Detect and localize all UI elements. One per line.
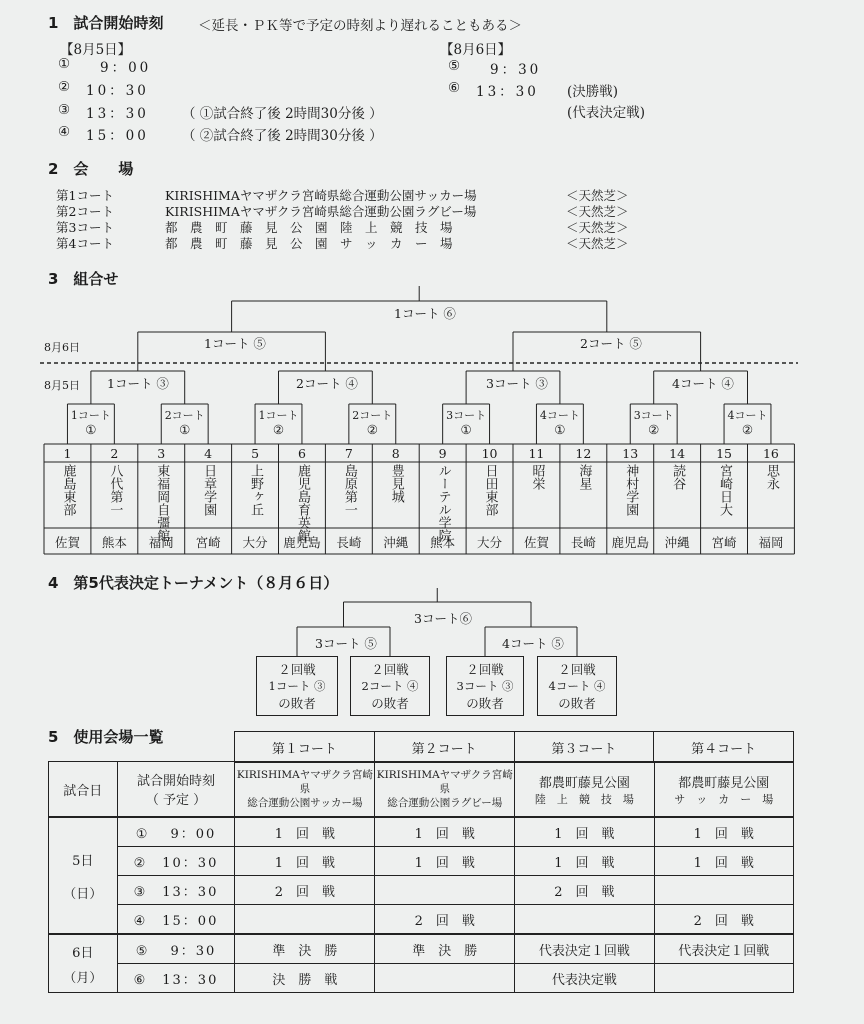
venue-name: KIRISHIMAヤマザクラ宮崎県総合運動公園サッカー場 bbox=[165, 188, 477, 203]
col-date-header: 試合日 bbox=[49, 762, 118, 818]
team-prefecture: 長崎 bbox=[570, 535, 596, 550]
venue-name: 都 農 町 藤 見 公 園 陸 上 競 技 場 bbox=[165, 220, 453, 235]
section1-note: ＜延長・ＰＫ等で予定の時刻より遅れることもある＞ bbox=[198, 18, 522, 34]
loser-box-line: ２回戦 bbox=[371, 662, 409, 677]
venue-line: KIRISHIMAヤマザクラ宮崎県 bbox=[236, 769, 373, 795]
team-number: 9 bbox=[438, 446, 447, 461]
section3-title: 3 組合せ bbox=[48, 270, 119, 288]
team-number: 10 bbox=[481, 446, 498, 461]
table-row bbox=[49, 905, 794, 935]
team-name bbox=[138, 464, 185, 542]
final-label: 1コート ⑥ bbox=[394, 306, 456, 321]
team-prefecture: 宮崎 bbox=[711, 535, 737, 550]
loser-box bbox=[256, 656, 338, 716]
team-name bbox=[748, 464, 795, 528]
time-num: ④ bbox=[58, 124, 71, 140]
r1-match-num: ① bbox=[179, 422, 191, 437]
venue-line: KIRISHIMAヤマザクラ宮崎県 bbox=[376, 769, 513, 795]
match-cell: 2 回 戦 bbox=[654, 905, 793, 935]
team-name-text: ルーテル学院 bbox=[435, 464, 451, 542]
loser-box-line: の敗者 bbox=[371, 696, 409, 711]
match-cell: 準 決 勝 bbox=[375, 934, 515, 964]
col-time-sub: （ 予定 ） bbox=[145, 793, 207, 808]
team-name bbox=[560, 464, 607, 528]
venue-surface: ＜天然芝＞ bbox=[566, 188, 629, 203]
match-cell: 2 回 戦 bbox=[515, 876, 654, 905]
match-cell bbox=[654, 876, 793, 905]
table-row bbox=[49, 934, 794, 964]
court-header: 第２コート bbox=[374, 732, 514, 763]
team-prefecture: 福岡 bbox=[148, 535, 174, 550]
court-header: 第４コート bbox=[654, 732, 794, 763]
semi-label: 1コート ⑤ bbox=[204, 336, 266, 351]
match-cell: 1 回 戦 bbox=[654, 817, 793, 847]
team-name-text: 豊見城 bbox=[388, 464, 404, 503]
match-cell bbox=[375, 964, 515, 993]
r1-match-num: ② bbox=[272, 422, 285, 437]
team-number: 13 bbox=[622, 446, 639, 461]
r1-match-num: ② bbox=[741, 422, 754, 437]
section4-title: 4 第5代表決定トーナメント（８月６日） bbox=[48, 574, 339, 592]
day-cell bbox=[49, 934, 118, 993]
r1-court-label: 2コート bbox=[164, 409, 205, 422]
team-name bbox=[325, 464, 372, 528]
qf-label: 4コート ④ bbox=[672, 376, 734, 391]
slot-cell: ① 9：00 bbox=[117, 817, 235, 847]
team-name bbox=[513, 464, 560, 528]
match-cell: 2 回 戦 bbox=[235, 876, 375, 905]
qf-label: 3コート ③ bbox=[486, 376, 548, 391]
time-value: 15：00 bbox=[86, 128, 149, 144]
team-name bbox=[701, 464, 748, 528]
s4-semi-label: 3コート ⑤ bbox=[315, 636, 377, 651]
r1-court-label: 4コート bbox=[727, 409, 768, 422]
schedule-table bbox=[48, 761, 794, 993]
court-header: 第１コート bbox=[235, 732, 375, 763]
team-name bbox=[654, 464, 701, 528]
team-prefecture: 宮崎 bbox=[195, 535, 221, 550]
team-name-text: 思永 bbox=[763, 464, 779, 490]
match-cell bbox=[515, 905, 654, 935]
table-row bbox=[49, 964, 794, 993]
loser-box-line: 4コート ④ bbox=[548, 679, 606, 693]
match-cell: 1 回 戦 bbox=[515, 817, 654, 847]
match-cell: 1 回 戦 bbox=[654, 847, 793, 876]
team-name bbox=[232, 464, 279, 528]
team-number: 11 bbox=[528, 446, 545, 461]
loser-box-line: 3コート ③ bbox=[456, 679, 514, 693]
s4-semi-label: 4コート ⑤ bbox=[502, 636, 564, 651]
venue-line: 陸 上 競 技 場 bbox=[534, 792, 634, 806]
time-num: ⑥ bbox=[448, 80, 461, 96]
team-name bbox=[419, 464, 466, 542]
loser-box-line: ２回戦 bbox=[278, 662, 316, 677]
team-prefecture: 鹿児島 bbox=[283, 535, 321, 550]
r1-court-label: 3コート bbox=[633, 409, 674, 422]
time-num: ① bbox=[58, 56, 71, 72]
venue-surface: ＜天然芝＞ bbox=[566, 236, 629, 251]
match-cell: 1 回 戦 bbox=[375, 847, 515, 876]
team-prefecture: 熊本 bbox=[101, 535, 127, 550]
match-cell: 代表決定１回戦 bbox=[654, 934, 793, 964]
team-name bbox=[91, 464, 138, 528]
day-date: 5日 bbox=[72, 853, 94, 869]
venue-surface: ＜天然芝＞ bbox=[566, 220, 629, 235]
r1-court-label: 2コート bbox=[352, 409, 393, 422]
team-number: 8 bbox=[391, 446, 400, 461]
semi-label: 2コート ⑤ bbox=[580, 336, 642, 351]
loser-box-line: 1コート ③ bbox=[268, 679, 326, 693]
s4-final-label: 3コート⑥ bbox=[414, 611, 472, 626]
team-name-text: 島原第一 bbox=[341, 464, 357, 516]
loser-box-line: の敗者 bbox=[558, 696, 596, 711]
time-value: 9：30 bbox=[490, 62, 542, 78]
time-num: ③ bbox=[58, 102, 71, 118]
team-number: 5 bbox=[251, 446, 260, 461]
section1-title: 1 試合開始時刻 bbox=[48, 14, 164, 32]
time-note: （ ②試合終了後 2時間30分後 ） bbox=[182, 128, 383, 144]
team-name bbox=[279, 464, 326, 542]
venue-court: 第3コート bbox=[56, 220, 114, 235]
loser-box bbox=[350, 656, 430, 716]
loser-box bbox=[446, 656, 524, 716]
qf-label: 2コート ④ bbox=[296, 376, 358, 391]
team-name-text: 読谷 bbox=[670, 464, 686, 490]
day-date: 6日 bbox=[72, 945, 94, 961]
team-name-text: 東福岡自彊館 bbox=[154, 464, 170, 542]
team-number: 16 bbox=[762, 446, 779, 461]
section2-title: 2 会 場 bbox=[48, 160, 134, 178]
loser-box-line: 2コート ④ bbox=[361, 679, 419, 693]
venue-cell bbox=[515, 762, 654, 818]
table-row bbox=[49, 847, 794, 876]
team-number: 12 bbox=[575, 446, 592, 461]
team-name-text: 八代第一 bbox=[107, 464, 123, 516]
r1-match-num: ② bbox=[366, 422, 378, 437]
table-row bbox=[49, 817, 794, 847]
r1-match-num: ① bbox=[460, 422, 472, 437]
match-cell bbox=[654, 964, 793, 993]
r1-match-num: ① bbox=[554, 422, 566, 437]
venue-cell bbox=[375, 762, 515, 818]
match-cell: 1 回 戦 bbox=[235, 847, 375, 876]
team-name bbox=[44, 464, 91, 528]
slot-cell: ⑥ 13：30 bbox=[117, 964, 235, 993]
team-prefecture: 熊本 bbox=[430, 535, 456, 550]
venue-line: 都農町藤見公園 bbox=[538, 775, 630, 791]
col-time-header bbox=[117, 762, 235, 818]
date-label-aug6: 8月6日 bbox=[44, 341, 80, 354]
court-header: 第３コート bbox=[514, 732, 654, 763]
team-prefecture: 佐賀 bbox=[523, 535, 549, 550]
match-cell: 代表決定１回戦 bbox=[515, 934, 654, 964]
section5-title: 5 使用会場一覧 bbox=[48, 728, 164, 746]
day-dow: （日） bbox=[63, 886, 103, 902]
loser-box-line: ２回戦 bbox=[466, 662, 504, 677]
match-cell: 決 勝 戦 bbox=[235, 964, 375, 993]
table-row bbox=[49, 876, 794, 905]
slot-cell: ③ 13：30 bbox=[117, 876, 235, 905]
team-name bbox=[185, 464, 232, 528]
loser-box bbox=[537, 656, 617, 716]
slot-cell: ④ 15：00 bbox=[117, 905, 235, 935]
venue-court: 第1コート bbox=[56, 188, 114, 203]
match-cell: 代表決定戦 bbox=[515, 964, 654, 993]
slot-cell: ⑤ 9：30 bbox=[117, 934, 235, 964]
venue-court: 第2コート bbox=[56, 204, 114, 219]
team-name-text: 宮崎日大 bbox=[717, 464, 733, 516]
time-note: (決勝戦) bbox=[567, 84, 619, 100]
match-cell bbox=[235, 905, 375, 935]
r1-match-num: ② bbox=[648, 422, 660, 437]
venue-line: 総合運動公園ラグビー場 bbox=[387, 797, 503, 809]
match-cell bbox=[375, 876, 515, 905]
team-prefecture: 佐賀 bbox=[54, 535, 80, 550]
venue-line: サ ッ カ ー 場 bbox=[674, 792, 774, 806]
loser-box-line: ２回戦 bbox=[558, 662, 596, 677]
match-cell: 1 回 戦 bbox=[375, 817, 515, 847]
time-value: 10：30 bbox=[86, 83, 149, 99]
team-number: 6 bbox=[297, 446, 306, 461]
r1-court-label: 1コート bbox=[70, 409, 111, 422]
team-prefecture: 沖縄 bbox=[383, 535, 409, 550]
day-dow: （月） bbox=[63, 970, 103, 986]
time-note: （ ①試合終了後 2時間30分後 ） bbox=[182, 106, 383, 122]
day-cell bbox=[49, 817, 118, 934]
team-name bbox=[607, 464, 654, 528]
match-cell: 1 回 戦 bbox=[515, 847, 654, 876]
team-prefecture: 大分 bbox=[477, 535, 503, 550]
team-name bbox=[372, 464, 419, 528]
team-prefecture: 大分 bbox=[242, 535, 268, 550]
loser-box-line: の敗者 bbox=[278, 696, 316, 711]
team-prefecture: 福岡 bbox=[758, 535, 784, 550]
team-name bbox=[466, 464, 513, 528]
team-prefecture: 長崎 bbox=[336, 535, 362, 550]
venue-name: 都 農 町 藤 見 公 園 サ ッ カ ー 場 bbox=[165, 236, 453, 251]
r1-court-label: 1コート bbox=[258, 409, 299, 422]
team-number: 3 bbox=[157, 446, 166, 461]
team-name-text: 上野ヶ丘 bbox=[248, 464, 264, 516]
venue-line: 総合運動公園サッカー場 bbox=[247, 797, 363, 809]
venue-cell bbox=[235, 762, 375, 818]
day2-label: 【8月6日】 bbox=[440, 42, 512, 58]
team-number: 15 bbox=[716, 446, 732, 461]
r1-court-label: 3コート bbox=[446, 409, 487, 422]
team-name-text: 神村学園 bbox=[623, 464, 639, 516]
time-value: 9：00 bbox=[100, 60, 152, 76]
team-name-text: 昭栄 bbox=[529, 464, 545, 490]
match-cell: 2 回 戦 bbox=[375, 905, 515, 935]
loser-box-line: の敗者 bbox=[466, 696, 504, 711]
col-time-title: 試合開始時刻 bbox=[136, 774, 215, 789]
team-prefecture: 沖縄 bbox=[664, 535, 690, 550]
venue-court: 第4コート bbox=[56, 236, 114, 251]
venue-line: 都農町藤見公園 bbox=[678, 775, 770, 791]
team-name-text: 海星 bbox=[576, 464, 592, 490]
team-number: 2 bbox=[110, 446, 119, 461]
r1-match-num: ① bbox=[85, 422, 97, 437]
team-number: 14 bbox=[669, 446, 686, 461]
team-name-text: 鹿児島育英館 bbox=[294, 464, 310, 542]
time-value: 13：30 bbox=[86, 106, 149, 122]
slot-cell: ② 10：30 bbox=[117, 847, 235, 876]
team-name-text: 日田東部 bbox=[482, 464, 498, 516]
venue-cell bbox=[654, 762, 793, 818]
team-name-text: 鹿島東部 bbox=[60, 464, 76, 516]
qf-label: 1コート ③ bbox=[107, 376, 169, 391]
team-number: 4 bbox=[204, 446, 213, 461]
match-cell: 1 回 戦 bbox=[235, 817, 375, 847]
team-prefecture: 鹿児島 bbox=[611, 535, 649, 550]
venue-surface: ＜天然芝＞ bbox=[566, 204, 629, 219]
time-value: 13：30 bbox=[476, 84, 539, 100]
court-header-table bbox=[234, 731, 794, 763]
team-name-text: 日章学園 bbox=[201, 464, 217, 516]
team-number: 1 bbox=[63, 446, 72, 461]
team-number: 7 bbox=[344, 446, 353, 461]
time-num: ⑤ bbox=[448, 58, 461, 74]
day1-label: 【8月5日】 bbox=[60, 42, 132, 58]
time-note: (代表決定戦) bbox=[567, 105, 646, 121]
match-cell: 準 決 勝 bbox=[235, 934, 375, 964]
r1-court-label: 4コート bbox=[539, 409, 580, 422]
venue-name: KIRISHIMAヤマザクラ宮崎県総合運動公園ラグビー場 bbox=[165, 204, 477, 219]
date-label-aug5: 8月5日 bbox=[44, 379, 80, 392]
time-num: ② bbox=[58, 79, 71, 95]
